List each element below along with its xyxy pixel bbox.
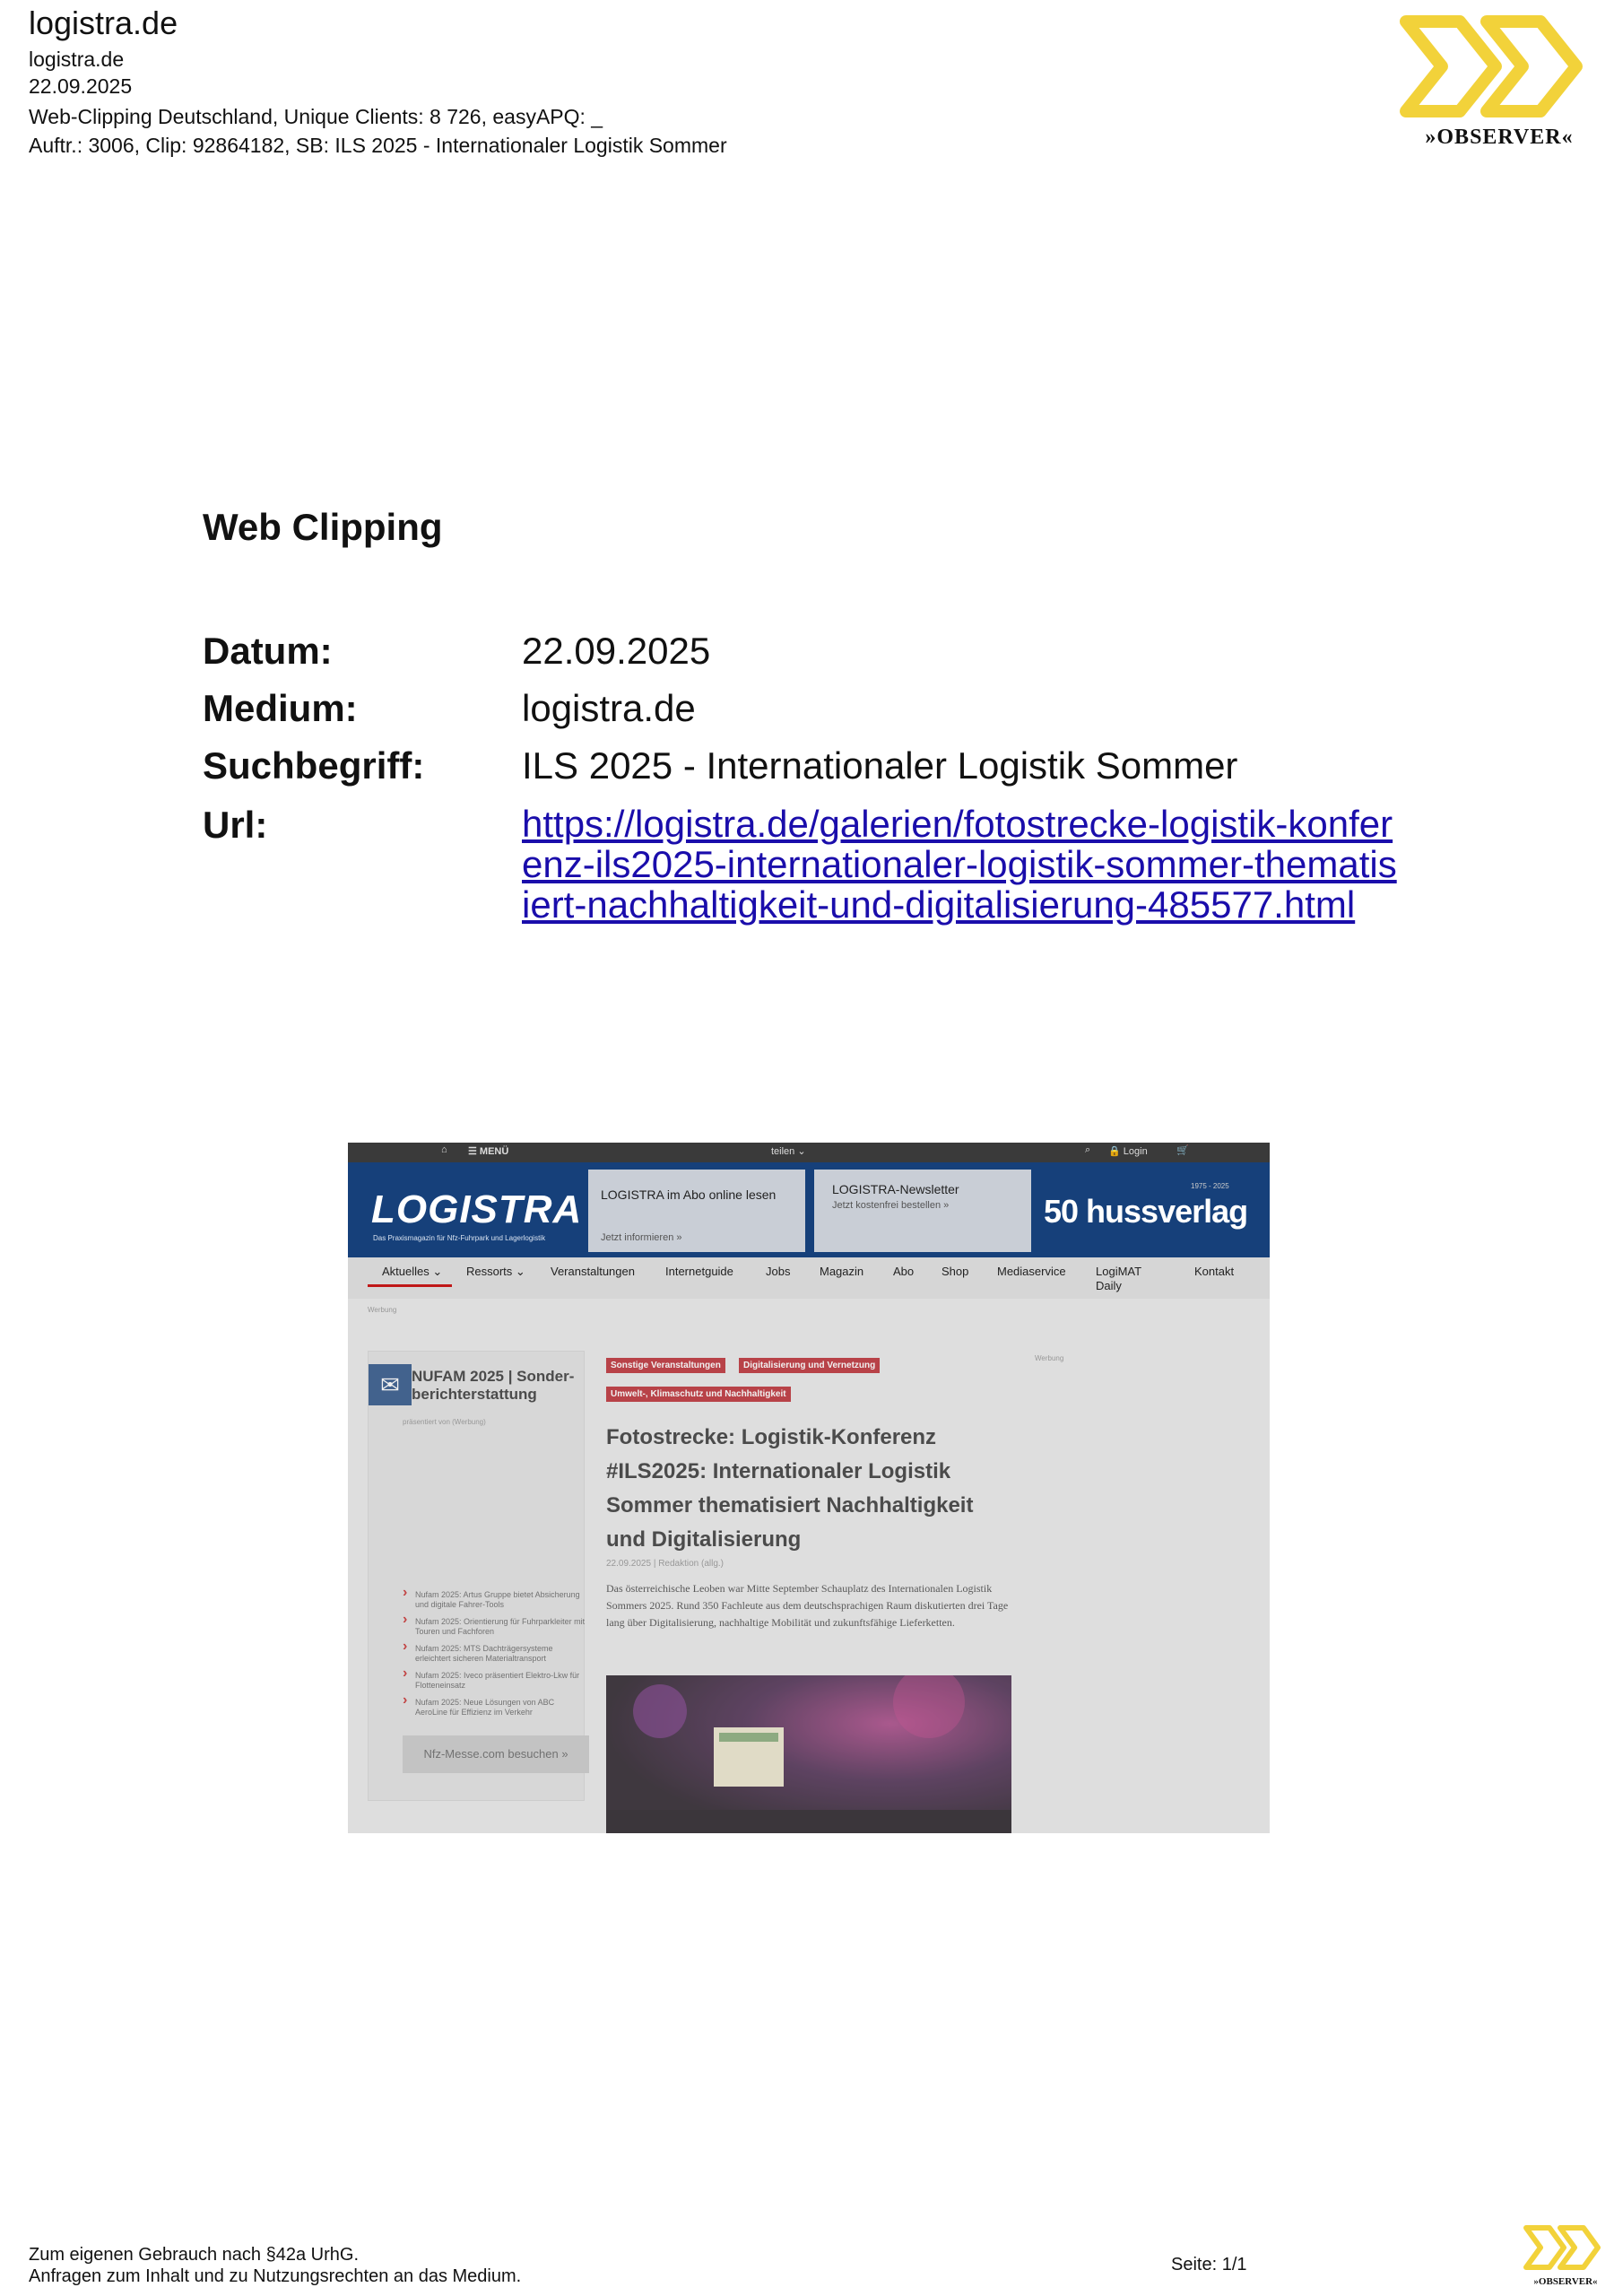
site-topbar bbox=[348, 1143, 1270, 1162]
field-value-medium: logistra.de bbox=[522, 687, 696, 729]
sidebar-presented: präsentiert von (Werbung) bbox=[403, 1418, 486, 1426]
observer-logo-small-icon bbox=[1519, 2221, 1609, 2278]
nav-shop: Shop bbox=[941, 1265, 969, 1278]
abo-box-link: Jetzt informieren » bbox=[601, 1232, 682, 1243]
article-ad-label: Werbung bbox=[1035, 1354, 1064, 1362]
login-button: 🔒 Login bbox=[1108, 1146, 1148, 1157]
sidebar-box bbox=[368, 1351, 585, 1801]
logistra-logo: LOGISTRA bbox=[371, 1187, 583, 1231]
tag-sonstige: Sonstige Veranstaltungen bbox=[606, 1358, 725, 1373]
header-order-info: Auftr.: 3006, Clip: 92864182, SB: ILS 2025 - Internationaler Logistik Sommer bbox=[29, 134, 727, 157]
nav-magazin: Magazin bbox=[820, 1265, 864, 1278]
header-title: logistra.de bbox=[29, 4, 178, 41]
abo-box bbox=[588, 1170, 805, 1252]
share-label: teilen ⌄ bbox=[771, 1146, 806, 1157]
nav-internetguide: Internetguide bbox=[665, 1265, 733, 1278]
observer-logo-small-text: »OBSERVER« bbox=[1533, 2276, 1598, 2287]
abo-box-title: LOGISTRA im Abo online lesen bbox=[601, 1187, 777, 1202]
page-heading: Web Clipping bbox=[203, 506, 443, 548]
nav-mediaservice: Mediaservice bbox=[997, 1265, 1066, 1278]
nav-kontakt: Kontakt bbox=[1194, 1265, 1235, 1278]
logistra-tagline: Das Praxismagazin für Nfz-Fuhrpark und Lagerlogistik bbox=[373, 1234, 546, 1242]
nav-ressorts: Ressorts ⌄ bbox=[466, 1265, 525, 1278]
menu-button: ☰ MENÜ bbox=[468, 1146, 509, 1157]
header-medium: logistra.de bbox=[29, 48, 125, 71]
nav-logimat: LogiMAT Daily bbox=[1096, 1265, 1141, 1292]
header-clipping-info: Web-Clipping Deutschland, Unique Clients: 8 726, easyAPQ: _ bbox=[29, 105, 603, 128]
sidebar-link: › Nufam 2025: Neue Lösungen von ABC AeroLine für Effizienz im Verkehr bbox=[415, 1698, 586, 1718]
header-date: 22.09.2025 bbox=[29, 74, 133, 98]
sidebar-link: › Nufam 2025: Orientierung für Fuhrparkleiter mit Touren und Fachforen bbox=[415, 1617, 586, 1637]
nav-abo: Abo bbox=[893, 1265, 915, 1278]
article-title: Fotostrecke: Logistik-Konferenz #ILS2025: Internationaler Logistik Sommer thematisiert Nachhaltigkeit und Digitalisierung bbox=[606, 1425, 974, 1552]
newsletter-box-title: LOGISTRA-Newsletter bbox=[832, 1182, 959, 1196]
article-meta: 22.09.2025 | Redaktion (allg.) bbox=[606, 1559, 725, 1569]
field-value-suchbegriff: ILS 2025 - Internationaler Logistik Sommer bbox=[522, 744, 1238, 787]
ad-label: Werbung bbox=[368, 1306, 397, 1314]
tag-umwelt: Umwelt-, Klimaschutz und Nachhaltigkeit bbox=[606, 1387, 791, 1402]
field-label-datum: Datum: bbox=[203, 630, 333, 672]
hussverlag-logo: 50 hussverlag bbox=[1044, 1193, 1248, 1230]
nfz-messe-button: Nfz-Messe.com besuchen » bbox=[403, 1735, 589, 1773]
nav-aktuelles: Aktuelles ⌄ bbox=[382, 1265, 443, 1278]
hussverlag-years: 1975 - 2025 bbox=[1191, 1182, 1229, 1190]
field-value-datum: 22.09.2025 bbox=[522, 630, 711, 672]
page-number: Seite: 1/1 bbox=[1171, 2255, 1247, 2274]
sidebar-link: › Nufam 2025: Artus Gruppe bietet Absicherung und digitale Fahrer-Tools bbox=[415, 1590, 586, 1610]
article-lead: Das österreichische Leoben war Mitte September Schauplatz des Internationalen Logistik Sommers 2025. Rund 350 Fachleute aus dem deutschsprachigen Raum diskutierten drei Tage lang über Digitalisierung, nachhaltige Mobilität und zukunftsfähige Lieferketten. bbox=[606, 1582, 1009, 1629]
search-icon: ⌕ bbox=[1085, 1144, 1091, 1155]
footer-rights-note: Anfragen zum Inhalt und zu Nutzungsrechten an das Medium. bbox=[29, 2266, 522, 2286]
newsletter-box-link: Jetzt kostenfrei bestellen » bbox=[832, 1200, 950, 1211]
newsletter-box bbox=[814, 1170, 1031, 1252]
field-label-medium: Medium: bbox=[203, 687, 358, 729]
footer-copyright-note: Zum eigenen Gebrauch nach §42a UrhG. bbox=[29, 2245, 359, 2265]
nav-jobs: Jobs bbox=[766, 1265, 791, 1278]
site-nav bbox=[348, 1257, 1270, 1299]
sidebar-link: › Nufam 2025: Iveco präsentiert Elektro-Lkw für Flotteneinsatz bbox=[415, 1671, 586, 1691]
nav-veranstaltungen: Veranstaltungen bbox=[551, 1265, 635, 1278]
sidebar-link: › Nufam 2025: MTS Dachträgersysteme erleichtert sicheren Materialtransport bbox=[415, 1644, 586, 1664]
field-label-suchbegriff: Suchbegriff: bbox=[203, 744, 425, 787]
url-link[interactable]: https://logistra.de/galerien/fotostrecke-logistik-konferenz-ils2025-internationaler-logistik-sommer-thematisiert-nachhaltigkeit-und-digitalisierung-485577.html bbox=[522, 803, 1397, 926]
home-icon: ⌂ bbox=[441, 1144, 447, 1155]
nav-active-underline bbox=[368, 1284, 452, 1287]
tag-digitalisierung: Digitalisierung und Vernetzung bbox=[739, 1358, 880, 1373]
field-label-url: Url: bbox=[203, 804, 268, 846]
cart-icon: 🛒 bbox=[1176, 1145, 1189, 1156]
website-screenshot bbox=[348, 1143, 1270, 1833]
site-brandbar bbox=[348, 1162, 1270, 1257]
mail-icon: ✉ bbox=[369, 1364, 412, 1405]
observer-logo-text: »OBSERVER« bbox=[1425, 126, 1574, 149]
sidebar-title: NUFAM 2025 | Sonder-berichterstattung bbox=[412, 1368, 575, 1403]
article-photo bbox=[606, 1675, 1011, 1833]
